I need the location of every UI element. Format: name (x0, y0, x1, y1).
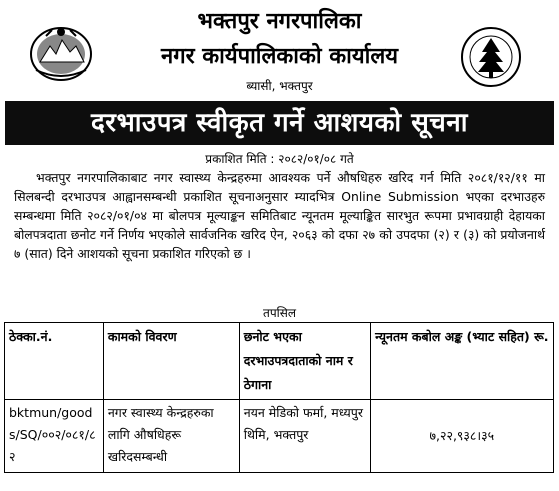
org-name: भक्तपुर नगरपालिका (197, 9, 362, 34)
cell-bidder: नयन मेडिको फर्मा, मध्यपुर थिमि, भक्तपुर (239, 400, 370, 473)
notice-title-banner: दरभाउपत्र स्वीकृत गर्ने आशयको सूचना (5, 101, 554, 145)
published-date: प्रकाशित मिति : २०८२/०१/०८ गते (205, 152, 354, 166)
table-caption: तपसिल (262, 306, 296, 320)
cell-contract-no: bktmun/goods/SQ/००२/०८१/८२ (5, 400, 104, 473)
notice-paragraph: भक्तपुर नगरपालिकाबाट नगर स्वास्थ्य केन्द्रहरुमा आवश्यक पर्ने औषधिहरु खरिद गर्न मिति २०८१/१२/११ मा सिलबन्दी दरभाउपत्र आह्वानसम्बन्धी प्रकाशित सूचनाअनुसार म्यादभित्र Online Submission भएका दरभाउहरु सम्बन्धमा मिति २०८२/०१/०४ मा बोलपत्र मूल्याङ्कन समितिबाट न्यूनतम मूल्याङ्कित सारभुत रूपमा प्रभावग्राही देहायका बोलपत्रदाता छनोट गर्ने निर्णय भएकोले सार्वजनिक खरिद ऐन, २०६३ को दफा २७ को उपदफा (२) र (३) को प्रयोजनार्थ ७ (सात) दिने आशयको सूचना प्रकाशित गरिएको छ । (14, 170, 545, 261)
cell-description: नगर स्वास्थ्य केन्द्रहरुका लागि औषधिहरू खरिदसम्बन्धी (103, 400, 239, 473)
header-amount: न्यूनतम कबोल अङ्क (भ्याट सहित) रू. (370, 323, 553, 400)
cell-amount: ७,२२,९३८।३५ (370, 400, 553, 473)
office-address: ब्यासी, भक्तपुर (246, 79, 313, 93)
notice-body (14, 168, 545, 263)
table-row (5, 400, 554, 473)
table-header-row (5, 323, 554, 400)
header (0, 0, 559, 108)
office-name: नगर कार्यपालिकाको कार्यालय (161, 44, 398, 69)
header-description: कामको विवरण (103, 323, 239, 400)
header-bidder: छनोट भएका दरभाउपत्रदाताको नाम र ठेगाना (239, 323, 370, 400)
municipality-seal-icon (460, 26, 522, 88)
header-contract-no: ठेक्का.नं. (5, 323, 104, 400)
contract-table (4, 322, 554, 473)
